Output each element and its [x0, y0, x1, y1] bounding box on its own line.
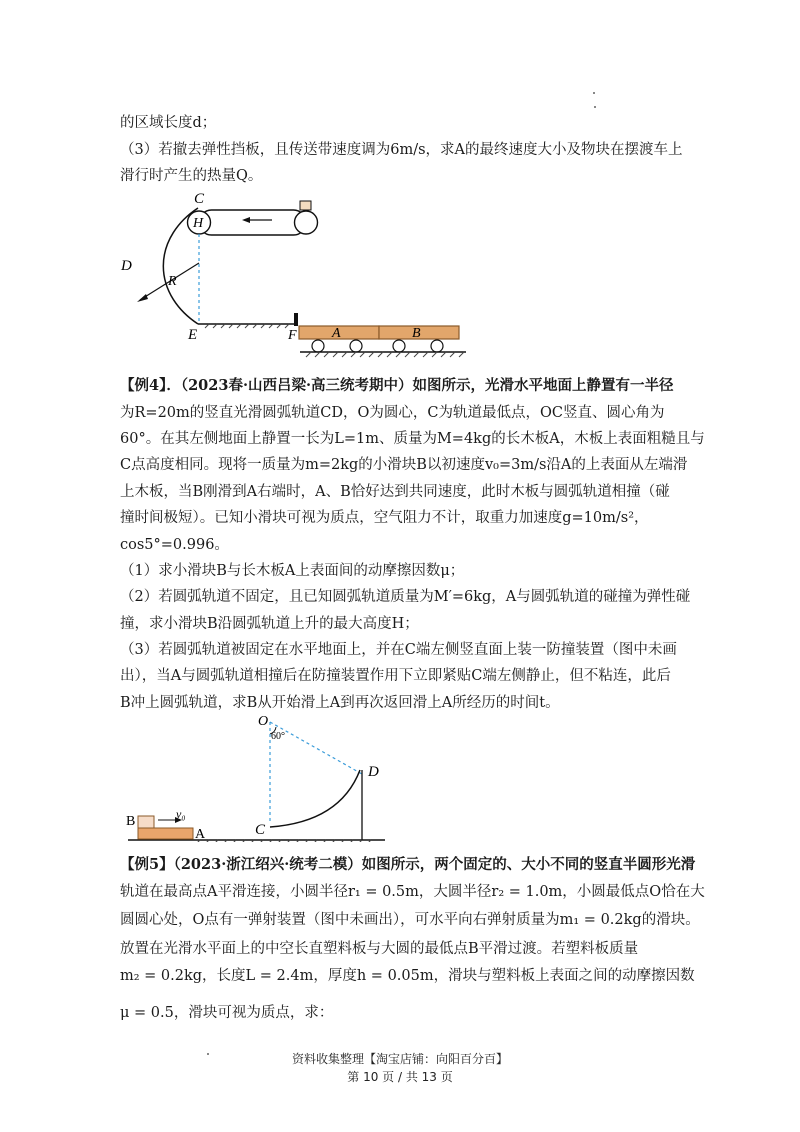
- text-line: 60°。在其左侧地面上静置一长为L=1m、质量为M=4kg的长木板A，木板上表面粗糙且与: [120, 431, 705, 447]
- wheel: [393, 340, 405, 352]
- text-line: 滑行时产生的热量Q。: [120, 168, 263, 184]
- text-line: 轨道在最高点A平滑连接，小圆半径r₁ = 0.5m，大圆半径r₂ = 1.0m，小圆最低点O恰在大: [120, 884, 705, 900]
- text-line: （3）若撤去弹性挡板，且传送带速度调为6m/s，求A的最终速度大小及物块在摆渡车上: [120, 142, 683, 158]
- label-C: C: [255, 822, 266, 838]
- label-A: A: [332, 326, 341, 341]
- figure-arc-track: [0, 712, 800, 842]
- block-on-belt: [300, 201, 311, 210]
- text-line: （3）若圆弧轨道被固定在水平地面上，并在C端左侧竖直面上装一防撞装置（图中未画: [120, 642, 677, 658]
- footer-source: 资料收集整理【淘宝店铺：向阳百分百】: [291, 1052, 508, 1066]
- conveyor-belt: [199, 210, 306, 235]
- text-line: 上木板，当B刚滑到A右端时，A、B恰好达到共同速度，此时木板与圆弧轨道相撞（碰: [120, 484, 670, 500]
- text-line: C点高度相同。现将一质量为m=2kg的小滑块B以初速度v₀=3m/s沿A的上表面从左端滑: [120, 457, 688, 473]
- label-O: O: [258, 714, 269, 729]
- text-line: （1）求小滑块B与长木板A上表面间的动摩擦因数μ；: [120, 563, 465, 579]
- belt-right-pulley: [295, 211, 318, 234]
- text-line: cos5°=0.996。: [120, 537, 229, 553]
- label-C: C: [194, 191, 205, 207]
- block-B: [138, 816, 154, 828]
- label-R: R: [168, 274, 177, 289]
- label-angle: 60°: [271, 731, 285, 742]
- text-line: 撞，求小滑块B沿圆弧轨道上升的最大高度H；: [120, 616, 419, 632]
- footer-page-number: 第 10 页 / 共 13 页: [347, 1070, 453, 1084]
- dashed-OD: [270, 722, 362, 774]
- label-E: E: [188, 327, 198, 343]
- text-line: （2）若圆弧轨道不固定，且已知圆弧轨道质量为M′=6kg，A与圆弧轨道的碰撞为弹性碰: [120, 589, 691, 605]
- label-H: H: [193, 216, 204, 231]
- figure-conveyor-track: [0, 190, 800, 360]
- text-line: m₂ = 0.2kg，长度L = 2.4m，厚度h = 0.05m，滑块与塑料板上表面之间的动摩擦因数: [120, 968, 695, 984]
- wheel: [312, 340, 324, 352]
- stray-dot: [594, 106, 596, 108]
- label-F: F: [288, 328, 297, 343]
- label-B: B: [126, 814, 136, 829]
- text-line: B冲上圆弧轨道，求B从开始滑上A到再次返回滑上A所经历的时间t。: [120, 695, 560, 711]
- label-B: B: [412, 326, 421, 341]
- wheel: [431, 340, 443, 352]
- elastic-plate: [294, 313, 298, 326]
- arc-CD: [270, 770, 360, 827]
- text-line: μ = 0.5，滑块可视为质点，求：: [120, 1005, 334, 1021]
- label-v0: v₀: [176, 807, 186, 821]
- text-line: 撞时间极短）。已知小滑块可视为质点，空气阻力不计，取重力加速度g=10m/s²，: [120, 510, 649, 526]
- text-line: 的区域长度d；: [120, 115, 217, 131]
- text-line: 出），当A与圆弧轨道相撞后在防撞装置作用下立即紧贴C端左侧静止，但不粘连，此后: [120, 668, 671, 684]
- text-line: 圆圆心处，O点有一弹射装置（图中未画出），可水平向右弹射质量为m₁ = 0.2kg的滑块。: [120, 912, 700, 928]
- label-A: A: [195, 827, 206, 842]
- text-line: 为R=20m的竖直光滑圆弧轨道CD，O为圆心，C为轨道最低点，OC竖直、圆心角为: [120, 405, 665, 421]
- board-A: [138, 828, 193, 839]
- text-line: 【例5】（2023·浙江绍兴·统考二模）如图所示，两个固定的、大小不同的竖直半圆形光滑: [120, 856, 696, 873]
- label-D: D: [121, 258, 132, 274]
- stray-dot: [593, 92, 595, 94]
- wheel: [350, 340, 362, 352]
- text-line: 【例4】．（2023春·山西吕梁·高三统考期中）如图所示，光滑水平地面上静置有一半径: [120, 377, 674, 394]
- label-D: D: [368, 764, 379, 780]
- text-line: 放置在光滑水平面上的中空长直塑料板与大圆的最低点B平滑过渡。若塑料板质量: [120, 941, 639, 957]
